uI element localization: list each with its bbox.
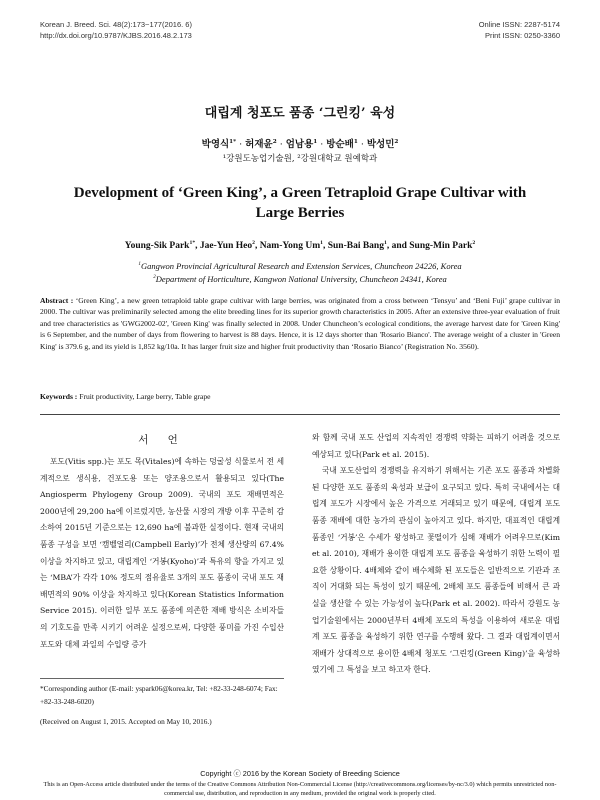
footnote-divider <box>40 678 284 679</box>
copyright-label: Copyright <box>200 769 232 778</box>
korean-author-sup: 1 <box>313 138 318 145</box>
korean-author-sup: 1 <box>353 138 358 145</box>
english-author: Jae-Yun Heo <box>199 241 253 252</box>
korean-author: 박성민 <box>366 139 395 150</box>
english-author: Nam-Yong Um <box>259 241 321 252</box>
english-affiliations: $^1$Gangwon Provincial Agricultural Research and Extension Services, Chuncheon 24226, Korea $^2$Department of Horticulture, Kangwon National University, Chuncheon 24341, Korea <box>138 260 462 284</box>
english-title <box>0 183 600 223</box>
keywords-text: Fruit productivity, Large berry, Table grape <box>77 392 211 401</box>
intro-paragraph-1: 포도(Vitis spp.)는 포도 목(Vitales)에 속하는 덩굴성 식물로서 전 세계적으로 생식용, 건포도용 또는 양조용으로서 활용되고 있다(The Angiosperm Phylogeny Group 2009). 국내의 포도 재배면적은 2000년에 29,200 ha에 이르렀지만, 농산물 시장의 개방 이후 꾸준히 감소하여 2015년 기준으로는 12,690 ha에 불과한 실정이다. 현재 국내의 품종 구성을 보면 ‘캠벨얼리(Campbell Early)’가 전체 생산량의 67.4% 이상을 차지하고 있고, 대립계인 ‘거봉(Kyoho)’과 특유의 향을 가지고 있는 ‘MBA’가 각각 10% 정도의 점유율로 3개의 포도 품종이 국내 포도 재배면적의 90% 이상을 차지하고 있다(Korean Statistics Information Service 2015). 이러한 일부 포도 품종에 의존한 재배 방식은 소비자들의 기호도를 만족 시키기 어려운 실정으로써, 다양한 풍미를 가진 수입산 포도와 대체 과일의 수입량 증가 <box>40 457 284 649</box>
left-column-body <box>40 454 284 653</box>
copyright-text: 2016 by the Korean Society of Breeding Science <box>242 769 400 778</box>
license-statement: This is an Open-Access article distributed under the terms of the Creative Commons Attribution Non-Commercial License (http://creativecommons.org/licenses/by-nc/3.0) which permits unrestricted non-commercial use, distribution, and reproduction in any medium, provided the original work is properly cited. <box>43 781 557 797</box>
english-title-line1: Development of ‘Green King’, a Green Tetraploid Grape Cultivar with <box>73 185 527 201</box>
korean-authors: 박영식$^{1*}$ · 허재윤$^2$ · 엄남용$^1$ · 방순배$^1$ · 박성민$^2$ <box>201 138 399 150</box>
korean-author: 엄남용 <box>285 139 314 150</box>
footnote-received-date: (Received on August 1, 2015. Accepted on May 10, 2016.) <box>40 717 212 726</box>
intro-paragraph-1-continued: 와 함께 국내 포도 산업의 지속적인 경쟁력 약화는 피하기 어려울 것으로 예상되고 있다(Park et al. 2015). <box>312 433 560 459</box>
english-author: Young-Sik Park <box>124 241 190 252</box>
english-author-sup: 2 <box>472 240 476 246</box>
english-title-line2: Large Berries <box>255 205 345 221</box>
korean-author-sup: 2 <box>272 138 277 145</box>
korean-author: 방순배 <box>326 139 354 150</box>
abstract <box>40 295 560 352</box>
english-author: Sun-Bai Bang <box>327 241 384 252</box>
doi-link[interactable]: http://dx.doi.org/10.9787/KJBS.2016.48.2.173 <box>40 31 192 40</box>
journal-reference: Korean J. Breed. Sci. 48(2):173~177(2016. 6) <box>40 20 192 29</box>
korean-title: 대립계 청포도 품종 ‘그린킹’ 육성 <box>204 106 396 121</box>
copyright-symbol: ⓒ <box>233 769 241 778</box>
english-author-sup: 1 <box>383 240 387 246</box>
english-authors: Young-Sik Park$^{1*}$, Jae-Yun Heo$^2$, Nam-Yong Um$^1$, Sun-Bai Bang$^1$, and Sung-Min Park$^2$ <box>124 240 476 252</box>
korean-author-sup: 2 <box>394 138 399 145</box>
abstract-text: ‘Green King’, a new green tetraploid table grape cultivar with large berries, was originated from a cross between ‘Tensyu’ and ‘Beni Fuji’ grape cultivar in 2000. The cultivar was preliminarily selected among the elite breeding lines for its superior growth characteristics in 2005. After an extensive three-year evaluation of fruit and tree characteristics as 'GWG2002-02', 'Green King' was finally selected in 2008. Under Chuncheon’s ecological conditions, the average harvest date for 'Green King' is 6 September, and the number of days from flowering to harvest is 88 days. Hence, it is 12 days shorter than 'Rosario Bianco'. The average weight of a cluster in 'Green King' is 379.6 g, and its yield is 1,852 kg/10a. It has larger fruit size and higher fruit productivity than ‘Rosario Bianco’ (Registration No. 3560). <box>40 296 560 351</box>
korean-author: 허재윤 <box>245 139 273 150</box>
korean-author-sup: 1* <box>229 138 237 145</box>
print-issn: Print ISSN: 0250-3360 <box>484 31 560 40</box>
english-affiliation-1: Gangwon Provincial Agricultural Research and Extension Services, Chuncheon 24226, Korea <box>140 260 462 271</box>
abstract-label: Abstract : <box>40 296 74 305</box>
online-issn: Online ISSN: 2287-5174 <box>478 20 560 29</box>
english-author: Sung-Min Park <box>409 241 473 252</box>
intro-paragraph-2: 국내 포도산업의 경쟁력을 유지하기 위해서는 기존 포도 품종과 차별화된 다양한 포도 품종의 육성과 보급이 요구되고 있다. 특히 국내에서는 대립계 포도가 시장에서 높은 가격으로 거래되고 있기 때문에, 대립계 포도 품종 재배에 대한 농가의 관심이 높아지고 있다. 하지만, 대표적인 대립계 품종인 ‘거봉’은 수세가 왕성하고 꽃떨이가 심해 재배가 어려우므로(Kim et al. 2010), 재배가 용이한 대립계 포도 품종을 육성하기 위한 노력이 필요한 상황이다. 4배체와 같이 배수체화 된 포도들은 일반적으로 기관과 조직이 거대화 되는 특성이 있기 때문에, 2배체 포도 품종들에 비해서 큰 과실을 생산할 수 있는 가능성이 높다(Park et al. 2002). 따라서 강원도 농업기술원에서는 2000년부터 4배체 포도의 특성을 이용하여 새로운 대립계 포도 품종을 육성하기 위한 연구를 수행해 왔다. 그 결과 대립계이면서 재배가 상대적으로 용이한 4배체 청포도 ‘그린킹(Green King)’을 육성하였기에 그 특성을 보고 하고자 한다. <box>312 466 560 675</box>
section-heading-introduction: 서 언 <box>138 434 186 446</box>
english-author-sup: 1* <box>189 240 196 246</box>
copyright-line <box>0 769 600 779</box>
english-author-sup: 1 <box>320 240 323 246</box>
keywords-label: Keywords : <box>40 392 78 401</box>
footnote-corresponding-author: *Corresponding author (E-mail: yspark06@korea.kr, Tel: +82-33-248-6074; Fax: +82-33-248-6020) <box>40 684 278 706</box>
english-author-sup: 2 <box>252 240 255 246</box>
english-affiliation-2: Department of Horticulture, Kangwon National University, Chuncheon 24341, Korea <box>155 273 447 284</box>
korean-affiliation: ¹강원도농업기술원, ²강원대학교 원예학과 <box>222 154 378 164</box>
right-column-body <box>312 430 560 679</box>
korean-author: 박영식 <box>201 139 230 150</box>
keywords <box>40 392 560 401</box>
section-divider <box>40 414 560 415</box>
